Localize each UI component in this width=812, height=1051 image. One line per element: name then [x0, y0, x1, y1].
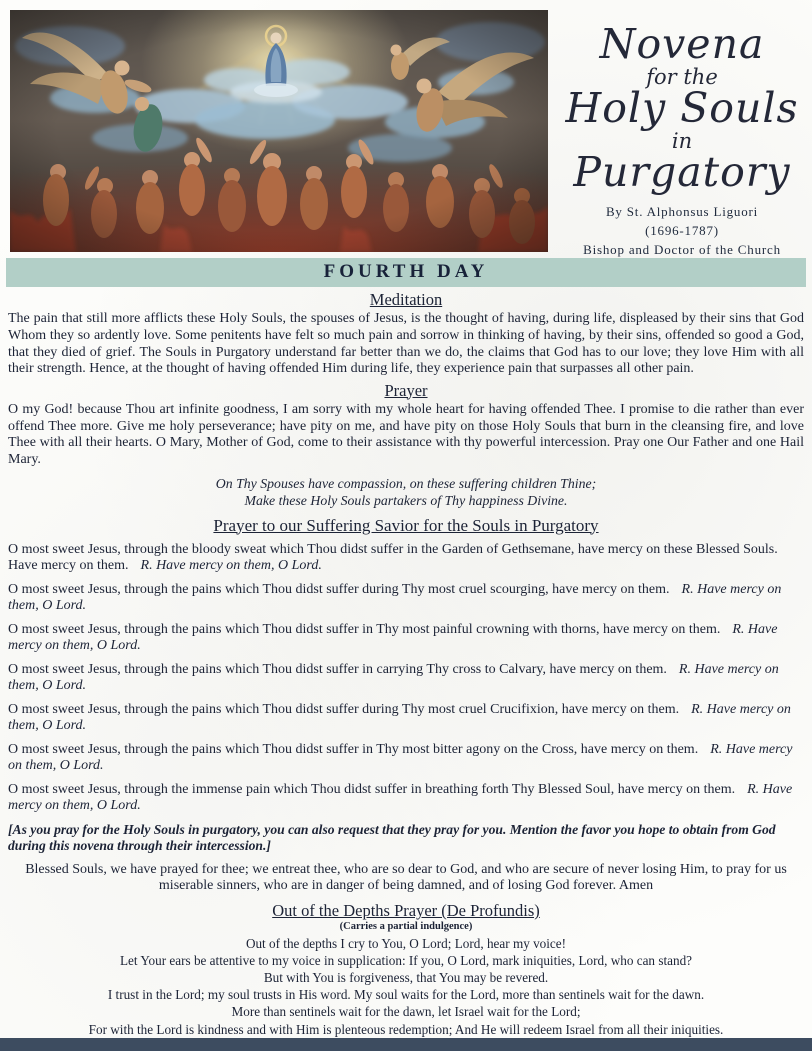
meditation-paragraph: The pain that still more afflicts these Holy Souls, the spouses of Jesus, is the thought of having, during life, displeased by their sins that God Whom they so ardently love. Some penitents have felt so much pain and sorrow in thinking of having, by their sins, offended so good a God, that they died of grief. The Souls in Purgatory understand far better than we do, the claims that God has to our love; they love Him with all their strength. Hence, at the thought of having offended Him during life, they experience pain that surpasses all other pain. [8, 311, 804, 377]
petition-response: R. Have mercy on them, O Lord. [8, 581, 782, 614]
petition-response: R. Have mercy on them, O Lord. [8, 621, 778, 654]
petition-7 [8, 782, 804, 815]
title-purgatory: Purgatory [573, 147, 791, 196]
author-role: Bishop and Doctor of the Church [583, 241, 781, 257]
petition-response: R. Have mercy on them, O Lord. [8, 781, 793, 814]
de-profundis-line-1: Out of the depths I cry to You, O Lord; Lord, hear my voice! [245, 935, 567, 951]
indulgence-note: (Carries a partial indulgence) [339, 921, 473, 933]
petition-1 [8, 542, 804, 575]
prayer-paragraph: O my God! because Thou art infinite goodness, I am sorry with my whole heart for having offended Thee. I promise to die rather than ever offend Thee more. Give me holy perseverance; have pity on me, and have pity on those Holy Souls that burn in the cleansing fire, and love Thee with all their hearts. O Mary, Mother of God, come to their assistance with thy powerful intercession. Pray one Our Father and one Hail Mary. [8, 402, 804, 467]
verse-line-2: Make these Holy Souls partakers of Thy happiness Divine. [244, 493, 568, 509]
day-banner [6, 258, 806, 287]
title-holy-souls: Holy Souls [565, 83, 799, 132]
petition-5 [8, 702, 804, 735]
purgatory-relief-artwork [10, 10, 548, 252]
petition-text: O most sweet Jesus, through the bloody sweat which Thou didst suffer in the Garden of Gethsemane, have mercy on these Blessed Souls. Have mercy on them. [8, 541, 778, 574]
page-header [0, 0, 812, 256]
de-profundis-line-3: But with You is forgiveness, that You may be revered. [263, 970, 549, 986]
petition-text: O most sweet Jesus, through the pains which Thou didst suffer in Thy most bitter agony on the Cross, have mercy on them. [8, 741, 699, 757]
de-profundis-line-2: Let Your ears be attentive to my voice in supplication: If you, O Lord, mark iniquities, Lord, who can stand? [119, 952, 693, 968]
title-in: in [671, 128, 693, 153]
petition-response: R. Have mercy on them, O Lord. [140, 558, 322, 574]
petition-4 [8, 662, 804, 695]
petition-response: R. Have mercy on them, O Lord. [8, 661, 779, 694]
suffering-savior-heading: Prayer to our Suffering Savior for the Souls in Purgatory [213, 515, 599, 535]
title-block [558, 10, 806, 257]
petition-response: R. Have mercy on them, O Lord. [8, 741, 793, 774]
day-banner-label: FOURTH DAY [323, 261, 489, 282]
petition-text: O most sweet Jesus, through the immense pain which Thou didst suffer in breathing forth Thy Blessed Soul, have mercy on them. [8, 781, 736, 797]
petition-2 [8, 582, 804, 615]
intention-note: [As you pray for the Holy Souls in purgatory, you can also request that they pray for you. Mention the favor you hope to obtain from God during this novena through their intercession.] [8, 821, 776, 854]
footer-bar [0, 1038, 812, 1051]
blessed-souls-paragraph: Blessed Souls, we have prayed for thee; we entreat thee, who are so dear to God, and who are secure of never losing Him, to pray for us miserable sinners, who are in danger of being damned, and of losing God forever. Amen [25, 861, 787, 894]
prayer-verse [8, 475, 804, 509]
title-novena: Novena [599, 20, 765, 68]
document-body [0, 290, 812, 1038]
meditation-heading: Meditation [369, 290, 443, 309]
de-profundis-line-6: For with the Lord is kindness and with Him is plenteous redemption; And He will redeem Israel from all their iniquities. [88, 1021, 724, 1037]
de-profundis-line-4: I trust in the Lord; my soul trusts in His word. My soul waits for the Lord, more than sentinels wait for the dawn. [107, 987, 705, 1003]
petition-6 [8, 742, 804, 775]
title-for-the: for the [646, 64, 718, 89]
petition-text: O most sweet Jesus, through the pains which Thou didst suffer during Thy most cruel scourging, have mercy on them. [8, 581, 670, 597]
author-byline: By St. Alphonsus Liguori [605, 203, 759, 219]
de-profundis-line-5: More than sentinels wait for the dawn, let Israel wait for the Lord; [231, 1004, 581, 1020]
petition-text: O most sweet Jesus, through the pains which Thou didst suffer in Thy most painful crowning with thorns, have mercy on them. [8, 621, 721, 637]
petition-text: O most sweet Jesus, through the pains which Thou didst suffer during Thy most cruel Crucifixion, have mercy on them. [8, 701, 680, 717]
prayer-heading: Prayer [384, 380, 428, 400]
de-profundis-heading: Out of the Depths Prayer (De Profundis) [272, 900, 540, 920]
verse-line-1: On Thy Spouses have compassion, on these suffering children Thine; [215, 476, 597, 492]
petition-3 [8, 622, 804, 655]
petition-response: R. Have mercy on them, O Lord. [8, 701, 791, 734]
petition-text: O most sweet Jesus, through the pains which Thou didst suffer in carrying Thy cross to Calvary, have mercy on them. [8, 661, 667, 677]
purgatory-relief-image [10, 10, 548, 252]
author-years: (1696-1787) [645, 222, 719, 238]
